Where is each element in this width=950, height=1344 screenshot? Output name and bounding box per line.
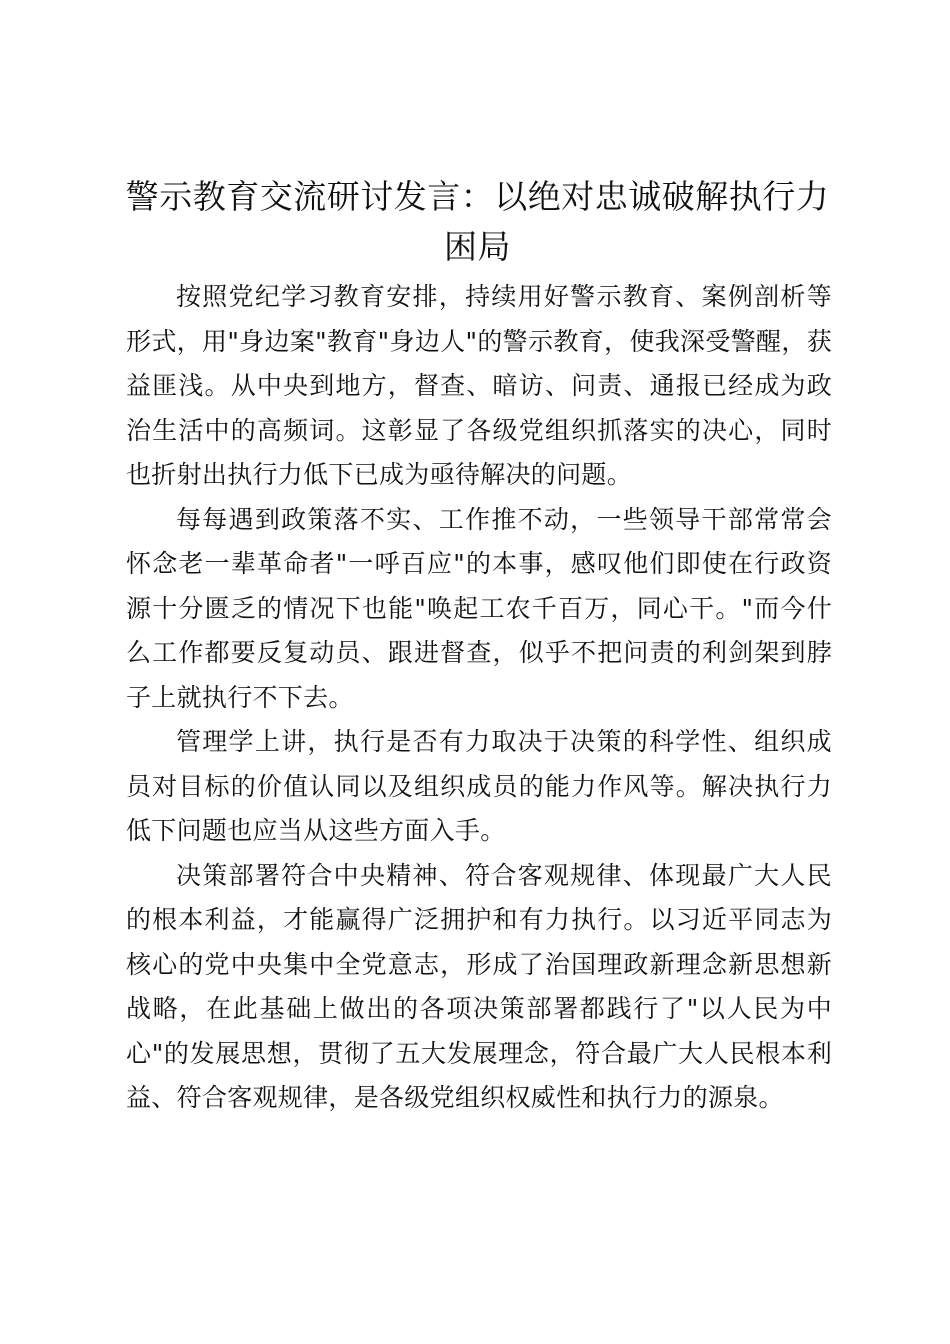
paragraph-1: 按照党纪学习教育安排，持续用好警示教育、案例剖析等形式，用"身边案"教育"身边人"的警示教育，使我深受警醒，获益匪浅。从中央到地方，督查、暗访、问责、通报已经成为政治生活中的高频词。这彰显了各级党组织抓落实的决心，同时也折射出执行力低下已成为亟待解决的问题。 [126,282,832,489]
document-title: 警示教育交流研讨发言：以绝对忠诚破解执行力困局 [125,177,830,266]
paragraph-3: 管理学上讲，执行是否有力取决于决策的科学性、组织成员对目标的价值认同以及组织成员的能力作风等。解决执行力低下问题也应当从这些方面入手。 [126,727,832,845]
document-body [126,275,832,1121]
paragraph-2: 每每遇到政策落不实、工作推不动，一些领导干部常常会怀念老一辈革命者"一呼百应"的本事，感叹他们即使在行政资源十分匮乏的情况下也能"唤起工农千百万，同心干。"而今什么工作都要反复动员、跟进督查，似乎不把问责的利剑架到脖子上就执行不下去。 [126,504,832,712]
paragraph-4: 决策部署符合中央精神、符合客观规律、体现最广大人民的根本利益，才能赢得广泛拥护和有力执行。以习近平同志为核心的党中央集中全党意志，形成了治国理政新理念新思想新战略，在此基础上做出的各项决策部署都践行了"以人民为中心"的发展思想，贯彻了五大发展理念，符合最广大人民根本利益、符合客观规律，是各级党组织权威性和执行力的源泉。 [126,860,832,1112]
